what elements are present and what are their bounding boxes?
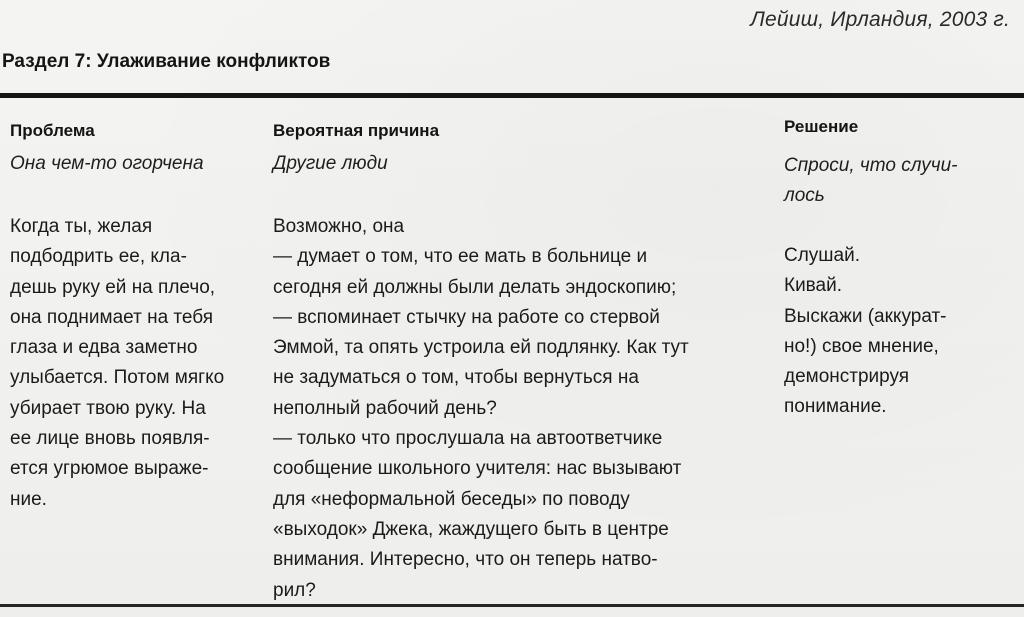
table-bottom-rule (0, 604, 1024, 607)
problem-description (10, 212, 224, 515)
summary-cause: Другие люди (273, 153, 388, 174)
cause-line: Эммой, та опять устроила ей подлянку. Как тут (273, 337, 689, 359)
summary-problem: Она чем-то огорчена (10, 153, 204, 174)
solution-line: понимание. (784, 396, 887, 418)
solution-description (784, 241, 947, 423)
cause-line: «выходок» Джека, жаждущего быть в центре (273, 518, 669, 540)
problem-line: подбодрить ее, кла- (10, 246, 187, 268)
problem-line: она поднимает на тебя (10, 306, 214, 328)
cause-line: неполный рабочий день? (273, 397, 497, 419)
summary-solution-line: лось (784, 185, 825, 206)
summary-solution (784, 151, 957, 211)
cause-line: — только что прослушала на автоответчике (273, 428, 663, 450)
header-solution: Решение (784, 117, 859, 136)
cause-description (273, 212, 689, 606)
cause-line: — думает о том, что ее мать в больнице и (273, 246, 648, 268)
problem-line: ется угрюмое выраже- (10, 458, 209, 480)
solution-line: Слушай. (784, 245, 861, 266)
solution-line: Кивай. (784, 275, 843, 297)
header-cause: Вероятная причина (273, 121, 440, 140)
problem-line: глаза и едва заметно (10, 337, 198, 359)
cause-line: для «неформальной беседы» по поводу (273, 488, 630, 510)
table-top-rule (0, 93, 1024, 98)
cause-line: — вспоминает стычку на работе со стервой (273, 306, 660, 328)
problem-line: убирает твою руку. На (10, 397, 206, 419)
problem-line: дешь руку ей на плечо, (10, 276, 216, 298)
cause-line: сегодня ей должны были делать эндоскопию; (273, 276, 677, 298)
cause-line: сообщение школьного учителя: нас вызывают (273, 458, 682, 480)
section-title: Раздел 7: Улаживание конфликтов (2, 51, 331, 72)
summary-solution-line: Спроси, что случи- (784, 155, 958, 176)
cause-line: внимания. Интересно, что он теперь натво- (273, 549, 658, 571)
attribution: Лейиш, Ирландия, 2003 г. (750, 8, 1010, 31)
cause-line: рил? (273, 579, 316, 601)
problem-line: ние. (10, 488, 47, 510)
solution-line: демонстрируя (784, 366, 910, 388)
solution-line: но!) свое мнение, (784, 335, 939, 357)
problem-line: ее лице вновь появля- (10, 428, 210, 450)
problem-line: Когда ты, желая (10, 216, 153, 237)
cause-line: Возможно, она (273, 216, 405, 237)
problem-line: улыбается. Потом мягко (10, 367, 225, 389)
solution-line: Выскажи (аккурат- (784, 305, 947, 327)
cause-line: не задуматься о том, чтобы вернуться на (273, 367, 639, 389)
header-problem: Проблема (10, 121, 95, 140)
